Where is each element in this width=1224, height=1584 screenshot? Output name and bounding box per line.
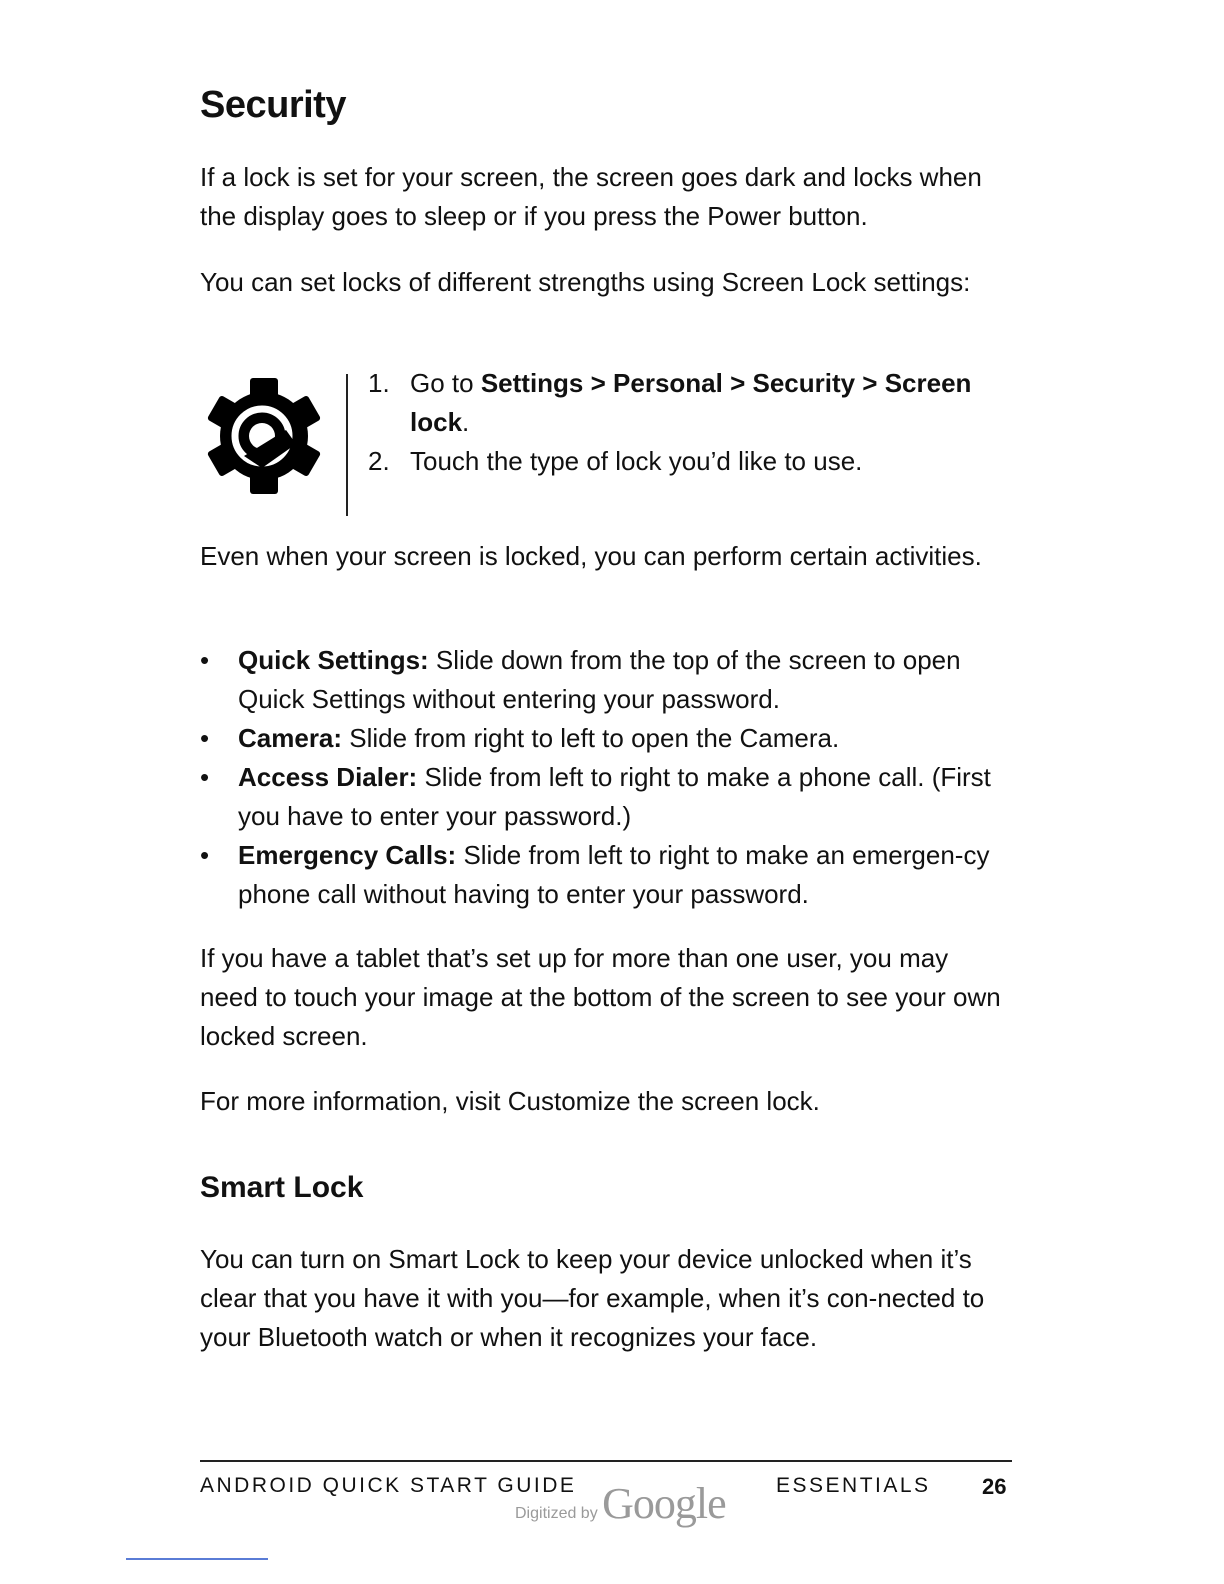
steps-list (368, 364, 1008, 481)
locked-intro-paragraph: Even when your screen is locked, you can perform certain activities. (200, 541, 982, 571)
feature-term: Emergency Calls: (238, 840, 457, 870)
multi-user-paragraph: If you have a tablet that’s set up for more than one user, you may need to touch your image at the bottom of the screen to see your own locked screen. (200, 943, 1001, 1051)
list-item (200, 758, 1012, 836)
step-text: Go to (410, 368, 481, 398)
intro-paragraph-1: If a lock is set for your screen, the screen goes dark and locks when the display goes to sleep or if you press the Power button. (200, 162, 982, 231)
step-number: 1. (368, 368, 390, 398)
bullet: • (200, 840, 210, 870)
customize-screen-lock-link[interactable]: Customize the screen lock. (507, 1086, 820, 1116)
feature-term: Quick Settings: (238, 645, 429, 675)
intro-paragraph-2: You can set locks of different strengths using Screen Lock settings: (200, 267, 971, 297)
watermark-small: Digitized by (515, 1505, 603, 1522)
step-text: Touch the type of lock you’d like to use. (410, 446, 863, 476)
more-info-paragraph (200, 1082, 1012, 1121)
footer-rule (200, 1460, 1012, 1462)
google-watermark (515, 1478, 726, 1529)
smart-lock-heading: Smart Lock (200, 1171, 364, 1204)
page-title: Security (200, 84, 346, 126)
feature-text: Slide down from the top of the screen to open Quick Settings without entering your password. (238, 645, 961, 714)
steps-callout (200, 366, 1012, 516)
list-item (200, 836, 1012, 914)
step-item (368, 364, 1008, 442)
smart-lock-paragraph: You can turn on Smart Lock to keep your device unlocked when it’s clear that you have it with you—for example, when it’s con-nected to your Bluetooth watch or when it recognizes your face. (200, 1244, 985, 1352)
feature-text: Slide from right to left to open the Camera. (342, 723, 840, 753)
link-underline-mark (126, 1558, 268, 1560)
list-item (200, 641, 1012, 719)
bullet: • (200, 762, 210, 792)
bullet: • (200, 723, 210, 753)
step-item (368, 442, 1008, 481)
step-number: 2. (368, 446, 390, 476)
watermark-google: Google (602, 1479, 726, 1528)
settings-gear-icon (200, 372, 328, 500)
feature-text: Slide from left to right to make a phone call. (First you have to enter your password.) (238, 762, 991, 831)
feature-term: Access Dialer: (238, 762, 418, 792)
settings-path: Settings > Personal > Security > Screen lock (410, 368, 972, 437)
bullet: • (200, 645, 210, 675)
feature-text: Slide from left to right to make an emergen-cy phone call without having to enter your password. (238, 840, 990, 909)
feature-term: Camera: (238, 723, 343, 753)
step-suffix: . (462, 407, 470, 437)
footer-book-title: ANDROID QUICK START GUIDE (200, 1474, 577, 1497)
footer-section-name: ESSENTIALS (776, 1474, 931, 1497)
page-number: 26 (982, 1474, 1007, 1499)
more-info-prefix: For more information, visit (200, 1086, 508, 1116)
callout-divider (346, 374, 348, 516)
list-item (200, 719, 1012, 758)
locked-features-list (200, 641, 1012, 914)
